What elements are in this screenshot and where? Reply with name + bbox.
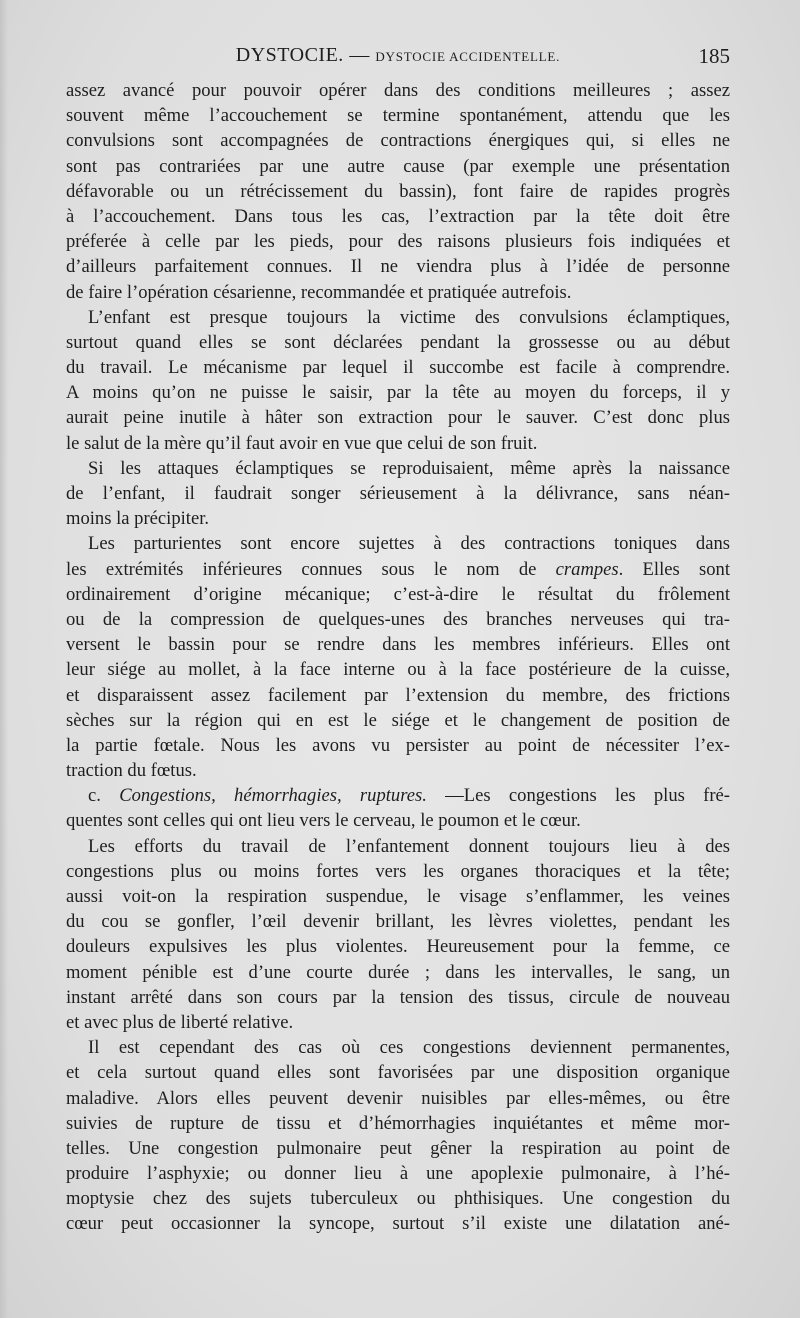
text-line: préferée à celle par les pieds, pour des raisons plusieurs fois indiquées et bbox=[66, 231, 730, 253]
text-line: et disparaissent assez facilement par l’extension du membre, des frictions bbox=[66, 684, 730, 706]
text-line: assez avancé pour pouvoir opérer dans des conditions meilleures ; assez bbox=[66, 80, 730, 101]
page-header bbox=[66, 44, 730, 72]
page-number: 185 bbox=[698, 44, 730, 68]
paragraph-first-line: Si les attaques éclamptiques se reproduisaient, même après la naissance bbox=[88, 457, 730, 479]
section-title: Congestions, hémorrhagies, ruptures. bbox=[119, 785, 427, 807]
section-letter: c. bbox=[88, 785, 120, 807]
text-line: produire l’asphyxie; ou donner lieu à une apoplexie pulmonaire, à l’hé- bbox=[66, 1163, 730, 1185]
text-line: instant arrêté dans son cours par la tension des tissus, circule de nouveau bbox=[66, 986, 730, 1008]
text-line: maladive. Alors elles peuvent devenir nuisibles par elles-mêmes, ou être bbox=[66, 1087, 730, 1109]
text-line bbox=[66, 557, 730, 582]
section-heading-line bbox=[66, 783, 730, 808]
text-line: suivies de rupture de tissu et d’hémorrhagies inquiétantes et même mor- bbox=[66, 1112, 730, 1134]
text-line: congestions plus ou moins fortes vers les organes thoraciques et la tête; bbox=[66, 860, 730, 882]
text-line: du cou se gonfler, l’œil devenir brillant, les lèvres violettes, pendant les bbox=[66, 911, 730, 933]
text-line: traction du fœtus. bbox=[66, 760, 197, 782]
text-line: aussi voit-on la respiration suspendue, le visage s’enflammer, les veines bbox=[66, 886, 730, 907]
text-line: à l’accouchement. Dans tous les cas, l’extraction par la tête doit être bbox=[66, 205, 730, 227]
text-line: ordinairement d’origine mécanique; c’est-à-dire le résultat du frôlement bbox=[66, 583, 730, 605]
running-head-main: DYSTOCIE. bbox=[235, 44, 344, 66]
text-line: moins la précipiter. bbox=[66, 508, 210, 530]
paragraph-first-line: Les parturientes sont encore sujettes à des contractions toniques dans bbox=[88, 533, 730, 555]
running-head-separator: — bbox=[343, 44, 376, 66]
text-line: la partie fœtale. Nous les avons vu persister au point de nécessiter l’ex- bbox=[66, 734, 730, 756]
text-line: le salut de la mère qu’il faut avoir en vue que celui de son fruit. bbox=[66, 432, 538, 454]
text-line: ou de la compression de quelques-unes des branches nerveuses qui tra- bbox=[66, 608, 730, 630]
body-text bbox=[66, 78, 730, 1237]
text-line: et avec plus de liberté relative. bbox=[66, 1011, 294, 1033]
paragraph-first-line: L’enfant est presque toujours la victime des convulsions éclamptiques, bbox=[88, 306, 730, 328]
text-line: sont pas contrariées par une autre cause (par exemple une présentation bbox=[66, 155, 730, 177]
text-line: versent le bassin pour se rendre dans les membres inférieurs. Elles ont bbox=[66, 634, 730, 656]
text-line: et cela surtout quand elles sont favorisées par une disposition organique bbox=[66, 1062, 730, 1084]
running-head-sub: DYSTOCIE ACCIDENTELLE. bbox=[375, 49, 561, 64]
text-line: convulsions sont accompagnées de contractions énergiques qui, si elles ne bbox=[66, 130, 730, 152]
text-line: douleurs expulsives les plus violentes. Heureusement pour la femme, ce bbox=[66, 936, 730, 958]
text-line: moment pénible est d’une courte durée ; dans les intervalles, le sang, un bbox=[66, 961, 730, 983]
text-line: aurait peine inutile à hâter son extraction pour le sauver. C’est donc plus bbox=[66, 407, 730, 429]
text-fragment: les extrémités inférieures connues sous le nom de bbox=[66, 558, 556, 580]
running-head bbox=[66, 44, 730, 67]
text-line: de faire l’opération césarienne, recommandée et pratiquée autrefois. bbox=[66, 281, 572, 303]
text-fragment: —Les congestions les plus fré- bbox=[426, 785, 730, 807]
text-line: telles. Une congestion pulmonaire peut gêner la respiration au point de bbox=[66, 1137, 730, 1159]
text-line: défavorable ou un rétrécissement du bassin), font faire de rapides progrès bbox=[66, 180, 730, 202]
text-line: sèches sur la région qui en est le siége et le changement de position de bbox=[66, 709, 730, 731]
text-line: cœur peut occasionner la syncope, surtout s’il existe une dilatation ané- bbox=[66, 1213, 730, 1235]
text-line: d’ailleurs parfaitement connues. Il ne viendra plus à l’idée de personne bbox=[66, 256, 730, 278]
paragraph-first-line: Il est cependant des cas où ces congestions deviennent permanentes, bbox=[88, 1037, 730, 1059]
text-line: leur siége au mollet, à la face interne ou à la face postérieure de la cuisse, bbox=[66, 659, 730, 681]
text-line: moptysie chez des sujets tuberculeux ou phthisiques. Une congestion du bbox=[66, 1188, 730, 1210]
paragraph-first-line: Les efforts du travail de l’enfantement donnent toujours lieu à des bbox=[88, 835, 730, 857]
text-line: A moins qu’on ne puisse le saisir, par la tête au moyen du forceps, il y bbox=[66, 382, 730, 404]
text-line: du travail. Le mécanisme par lequel il succombe est facile à comprendre. bbox=[66, 357, 730, 379]
text-fragment: . Elles sont bbox=[618, 558, 730, 580]
text-line: surtout quand elles se sont déclarées pendant la grossesse ou au début bbox=[66, 331, 730, 353]
italic-term-crampes: crampes bbox=[555, 558, 619, 580]
text-line: souvent même l’accouchement se termine spontanément, attendu que les bbox=[66, 105, 730, 127]
text-line: quentes sont celles qui ont lieu vers le cerveau, le poumon et le cœur. bbox=[66, 810, 581, 832]
text-line: de l’enfant, il faudrait songer sérieusement à la délivrance, sans néan- bbox=[66, 483, 730, 504]
page-edge-shadow bbox=[0, 0, 8, 1318]
